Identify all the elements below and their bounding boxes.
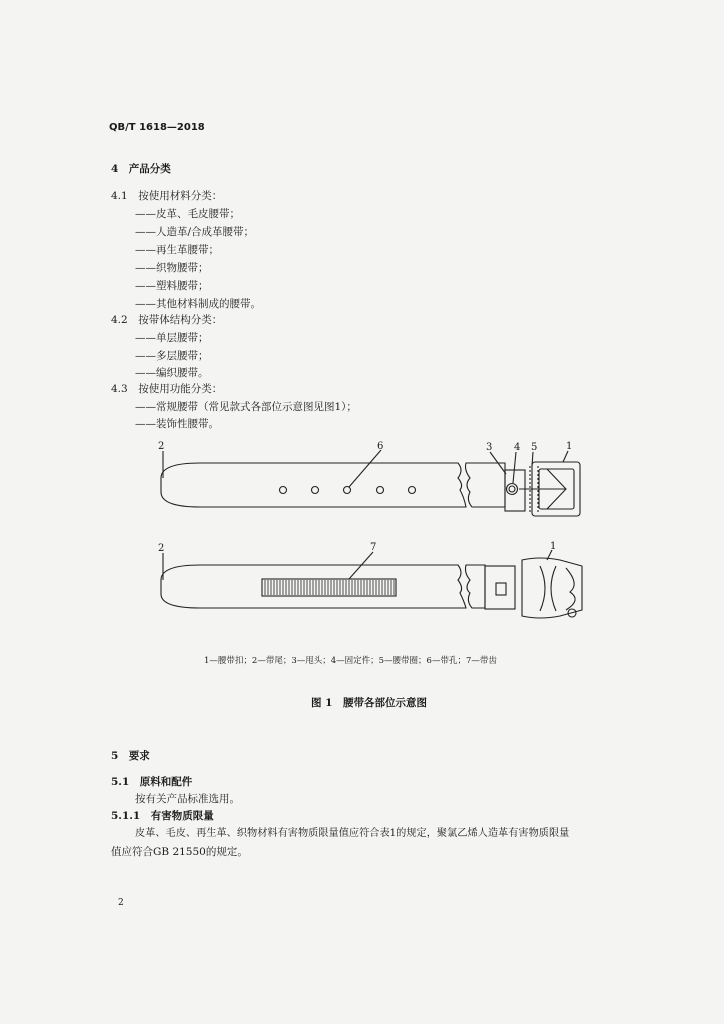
section-4-2-title: 4.2 按带体结构分类： xyxy=(111,314,223,326)
belt-hole xyxy=(344,487,351,494)
paragraph: 皮革、毛皮、再生革、织物材料有害物质限量值应符合表1的规定，聚氯乙烯人造革有害物质限量 xyxy=(135,828,570,839)
callout-label: 5 xyxy=(531,442,538,453)
paragraph: 值应符合GB 21550的规定。 xyxy=(111,846,248,858)
callout-label: 2 xyxy=(158,441,165,452)
section-5-title: 5 要求 xyxy=(111,750,150,762)
keeper-bottom xyxy=(485,566,515,609)
callout-label: 1 xyxy=(566,441,573,452)
callout-label: 3 xyxy=(486,442,493,453)
fixing-stud xyxy=(507,484,518,495)
figure-caption: 图 1 腰带各部位示意图 xyxy=(311,697,427,709)
belt-hole xyxy=(409,487,416,494)
list-item: ——再生革腰带； xyxy=(135,244,219,256)
list-item: ——其他材料制成的腰带。 xyxy=(135,298,261,310)
paragraph: 按有关产品标准选用。 xyxy=(135,793,240,805)
list-item: ——装饰性腰带。 xyxy=(135,418,219,430)
belt-strap-bottom xyxy=(161,565,466,608)
belt-hole xyxy=(280,487,287,494)
list-item: ——多层腰带； xyxy=(135,350,209,362)
belt-strap-end-top xyxy=(466,463,506,507)
belt-teeth xyxy=(265,580,394,595)
belt-hole xyxy=(312,487,319,494)
list-item: ——编织腰带。 xyxy=(135,367,209,379)
list-item: ——人造革/合成革腰带； xyxy=(135,226,255,238)
page-number: 2 xyxy=(118,898,124,908)
list-item: ——皮革、毛皮腰带； xyxy=(135,208,240,220)
list-item: ——塑料腰带； xyxy=(135,280,209,292)
section-4-title: 4 产品分类 xyxy=(111,163,171,175)
callout-label: 1 xyxy=(550,541,557,552)
section-4-3-title: 4.3 按使用功能分类： xyxy=(111,383,223,395)
callout-label: 2 xyxy=(158,543,165,554)
belt-strap-top xyxy=(161,463,466,507)
callout-label: 7 xyxy=(370,542,377,553)
standard-number: QB/T 1618—2018 xyxy=(109,122,205,133)
callout-label: 4 xyxy=(514,442,521,453)
callout-label: 6 xyxy=(377,441,384,452)
section-4-1-title: 4.1 按使用材料分类： xyxy=(111,190,223,202)
figure-legend: 1—腰带扣；2—带尾；3—甩头；4—固定件；5—腰带圈；6—带孔；7—带齿 xyxy=(204,656,497,666)
belt-hole xyxy=(377,487,384,494)
list-item: ——单层腰带； xyxy=(135,332,209,344)
list-item: ——织物腰带； xyxy=(135,262,209,274)
section-5-1-1-title: 5.1.1 有害物质限量 xyxy=(111,810,214,822)
section-5-1-title: 5.1 原料和配件 xyxy=(111,776,193,788)
list-item: ——常规腰带（常见款式各部位示意图见图1）； xyxy=(135,401,357,413)
